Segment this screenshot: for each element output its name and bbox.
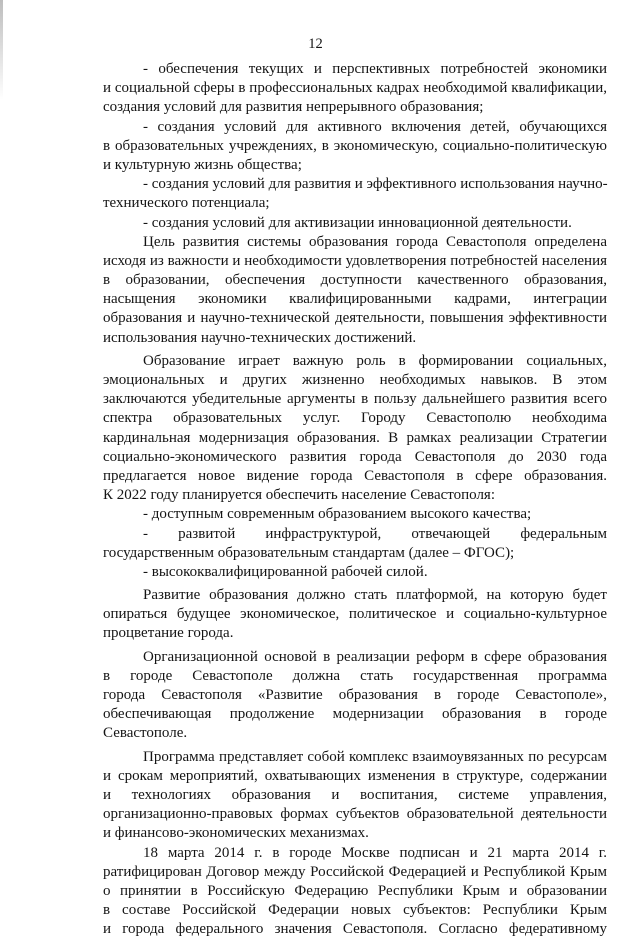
text-line: и технологиях образования и воспитания, системе управления, [103, 786, 607, 805]
text-line: - развитой инфраструктурой, отвечающей федеральным [103, 525, 607, 544]
text-line: предлагается новое видение города Севастополя в сфере образования. [103, 467, 607, 486]
text-line: организационно-правовых формах субъектов образовательной деятельности [103, 805, 607, 824]
paragraph [103, 352, 607, 506]
paragraph [103, 60, 607, 118]
text-line: - обеспечения текущих и перспективных потребностей экономики [103, 60, 607, 79]
text-line: исходя из важности и необходимости удовлетворения потребностей населения [103, 252, 607, 271]
paragraph [103, 175, 607, 213]
paragraph [103, 563, 607, 582]
text-line: в образовании, обеспечения доступности качественного образования, [103, 271, 607, 290]
text-line: города Севастополя «Развитие образования в городе Севастополе», [103, 686, 607, 705]
text-line: процветание города. [103, 624, 607, 643]
text-line: - создания условий для активизации инновационной деятельности. [103, 214, 607, 233]
text-line: и города федерального значения Севастополя. Согласно федеративному [103, 920, 607, 939]
text-line: социально-экономического развития города Севастополя до 2030 года [103, 448, 607, 467]
text-line: использования научно-технических достижений. [103, 329, 607, 348]
text-line: спектра образовательных услуг. Городу Севастополю необходима [103, 409, 607, 428]
text-line: - доступным современным образованием высокого качества; [103, 505, 607, 524]
text-line: Образование играет важную роль в формировании социальных, [103, 352, 607, 371]
paragraph [103, 505, 607, 524]
text-line: заключаются убедительные аргументы в пользу дальнейшего развития всего [103, 390, 607, 409]
text-line: и социальной сферы в профессиональных кадрах необходимой квалификации, [103, 79, 607, 98]
paragraph [103, 844, 607, 939]
paragraph [103, 748, 607, 844]
document-body [103, 60, 607, 939]
text-line: в городе Севастополе должна стать государственная программа [103, 667, 607, 686]
text-line: Цель развития системы образования города Севастополя определена [103, 233, 607, 252]
text-line: ратифицирован Договор между Российской Федерацией и Республикой Крым [103, 863, 607, 882]
paragraph [103, 118, 607, 176]
text-line: технического потенциала; [103, 194, 607, 213]
text-line: Развитие образования должно стать платформой, на которую будет [103, 586, 607, 605]
text-line: К 2022 году планируется обеспечить население Севастополя: [103, 486, 607, 505]
page-number: 12 [0, 35, 631, 53]
text-line: - высококвалифицированной рабочей силой. [103, 563, 607, 582]
text-line: и финансово-экономических механизмах. [103, 824, 607, 843]
text-line: 18 марта 2014 г. в городе Москве подписан и 21 марта 2014 г. [103, 844, 607, 863]
paragraph [103, 586, 607, 644]
text-line: о принятии в Российскую Федерацию Республики Крым и образовании [103, 882, 607, 901]
text-line: государственным образовательным стандартам (далее – ФГОС); [103, 544, 607, 563]
text-line: образования и научно-технической деятельности, повышения эффективности [103, 309, 607, 328]
paragraph [103, 648, 607, 744]
text-line: кардинальная модернизация образования. В рамках реализации Стратегии [103, 429, 607, 448]
paragraph [103, 214, 607, 233]
text-line: создания условий для развития непрерывного образования; [103, 98, 607, 117]
text-line: в образовательных учреждениях, в экономическую, социально-политическую [103, 137, 607, 156]
paragraph [103, 525, 607, 563]
text-line: и культурную жизнь общества; [103, 156, 607, 175]
text-line: в составе Российской Федерации новых субъектов: Республики Крым [103, 901, 607, 920]
text-line: - создания условий для активного включения детей, обучающихся [103, 118, 607, 137]
text-line: эмоциональных и других жизненно необходимых навыков. В этом [103, 371, 607, 390]
text-line: опираться будущее экономическое, политическое и социально-культурное [103, 605, 607, 624]
text-line: и срокам мероприятий, охватывающих изменения в структуре, содержании [103, 767, 607, 786]
text-line: Организационной основой в реализации реформ в сфере образования [103, 648, 607, 667]
text-line: - создания условий для развития и эффективного использования научно- [103, 175, 607, 194]
text-line: Севастополе. [103, 724, 607, 743]
paragraph [103, 233, 607, 348]
text-line: насыщения экономики квалифицированными кадрами, интеграции [103, 290, 607, 309]
text-line: Программа представляет собой комплекс взаимоувязанных по ресурсам [103, 748, 607, 767]
text-line: обеспечивающая продолжение модернизации образования в городе [103, 705, 607, 724]
